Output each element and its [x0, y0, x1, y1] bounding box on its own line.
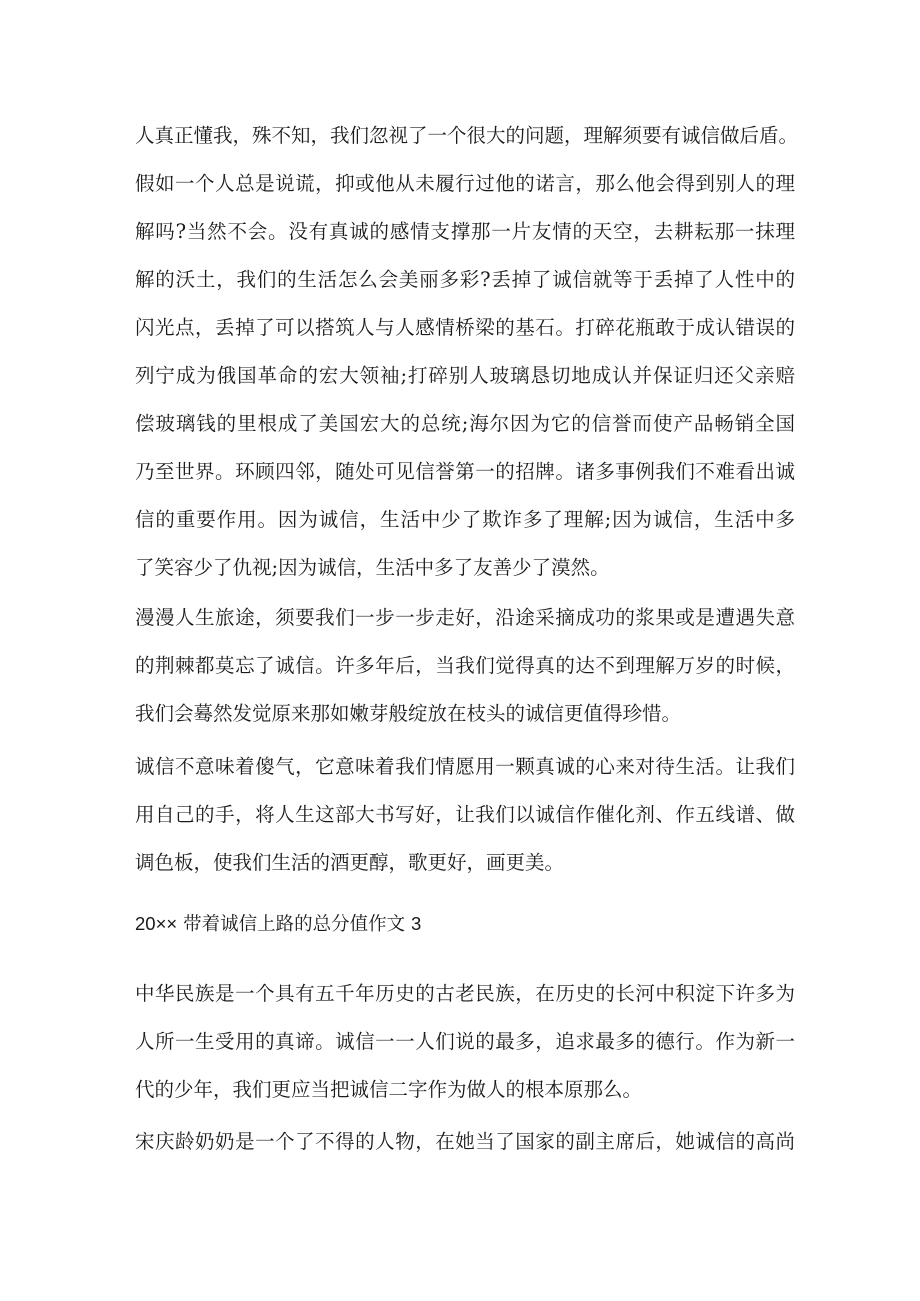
- text-line: 我们会蓦然发觉原来那如嫩芽般绽放在枝头的诚信更值得珍惜。: [135, 702, 682, 725]
- text-line: 用自己的手，将人生这部大书写好，让我们以诚信作催化剂、作五线谱、做: [135, 803, 795, 826]
- text-line: 调色板，使我们生活的酒更醇，歌更好，画更美。: [135, 851, 565, 874]
- text-line: 代的少年，我们更应当把诚信二字作为做人的根本原那么。: [135, 1078, 643, 1101]
- text-line: 解吗?当然不会。没有真诚的感情支撑那一片友情的天空，去耕耘那一抹理: [135, 220, 795, 243]
- text-line: 的荆棘都莫忘了诚信。许多年后，当我们觉得真的达不到理解万岁的时候，: [135, 654, 795, 677]
- text-line: 偿玻璃钱的里根成了美国宏大的总统;海尔因为它的信誉而使产品畅销全国: [135, 412, 795, 435]
- text-line: 闪光点，丢掉了可以搭筑人与人感情桥梁的基石。打碎花瓶敢于成认错误的: [135, 316, 795, 339]
- text-line: 假如一个人总是说谎，抑或他从未履行过他的诺言，那么他会得到别人的理: [135, 172, 795, 195]
- text-line: 诚信不意味着傻气，它意味着我们情愿用一颗真诚的心来对待生活。让我们: [135, 755, 795, 778]
- heading-title: 带着诚信上路的总分值作文: [183, 914, 406, 935]
- paragraph-2: [135, 594, 795, 738]
- paragraph-4: [135, 970, 795, 1114]
- paragraph-5: [135, 1118, 795, 1166]
- text-line: 信的重要作用。因为诚信，生活中少了欺诈多了理解;因为诚信，生活中多: [135, 508, 795, 531]
- text-line: 中华民族是一个具有五千年历史的古老民族，在历史的长河中积淀下许多为: [135, 982, 795, 1005]
- text-line: 了笑容少了仇视;因为诚信，生活中多了友善少了漠然。: [135, 556, 610, 579]
- heading-number: 3: [410, 913, 422, 934]
- paragraph-3: [135, 743, 795, 887]
- text-line: 人真正懂我，殊不知，我们忽视了一个很大的问题，理解须要有诚信做后盾。: [135, 124, 799, 147]
- text-line: 乃至世界。环顾四邻，随处可见信誉第一的招牌。诸多事例我们不难看出诚: [135, 460, 795, 483]
- text-line: 宋庆龄奶奶是一个了不得的人物，在她当了国家的副主席后，她诚信的高尚: [135, 1130, 795, 1153]
- text-line: 列宁成为俄国革命的宏大领袖;打碎别人玻璃恳切地成认并保证归还父亲赔: [135, 364, 795, 387]
- text-line: 人所一生受用的真谛。诚信一一人们说的最多，追求最多的德行。作为新一: [135, 1030, 795, 1053]
- section-heading: [135, 900, 421, 948]
- text-line: 漫漫人生旅途，须要我们一步一步走好，沿途采摘成功的浆果或是遭遇失意: [135, 606, 795, 629]
- text-line: 解的沃土，我们的生活怎么会美丽多彩?丢掉了诚信就等于丢掉了人性中的: [135, 268, 795, 291]
- paragraph-1: [135, 112, 799, 592]
- heading-prefix: 20××: [135, 913, 178, 934]
